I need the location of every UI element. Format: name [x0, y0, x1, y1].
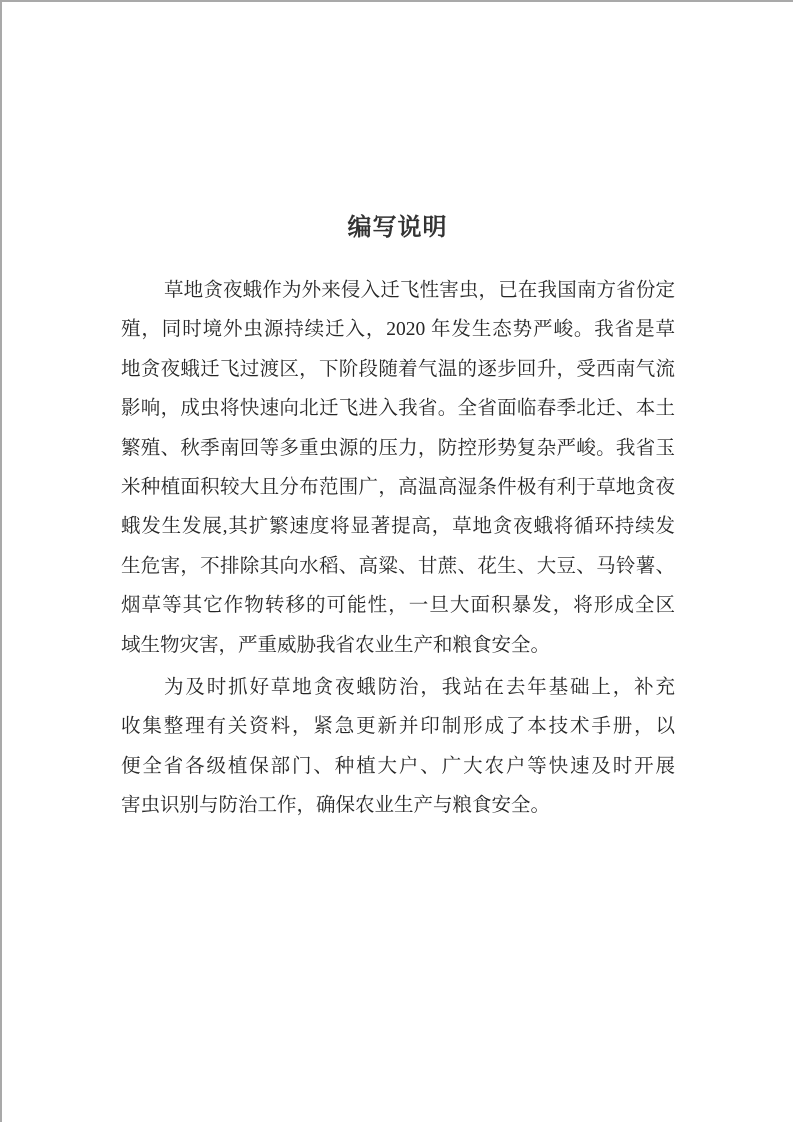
body-line: 影响，成虫将快速向北迁飞进入我省。全省面临春季北迁、本土 — [121, 398, 675, 420]
body-line: 害虫识别与防治工作，确保农业生产与粮食安全。 — [121, 795, 551, 817]
body-line: 烟草等其它作物转移的可能性，一旦大面积暴发，将形成全区 — [121, 595, 675, 617]
body-line: 为及时抓好草地贪夜蛾防治，我站在去年基础上，补充 — [164, 677, 675, 699]
body-line: 域生物灾害，严重威胁我省农业生产和粮食安全。 — [121, 634, 551, 656]
body-line: 收集整理有关资料，紧急更新并印制形成了本技术手册，以 — [121, 716, 675, 738]
body-line: 地贪夜蛾迁飞过渡区，下阶段随着气温的逐步回升，受西南气流 — [121, 358, 675, 380]
document-body — [121, 271, 675, 826]
body-line: 草地贪夜蛾作为外来侵入迁飞性害虫，已在我国南方省份定 — [164, 280, 675, 301]
body-line: 便全省各级植保部门、种植大户、广大农户等快速及时开展 — [121, 755, 675, 777]
body-line: 生危害，不排除其向水稻、高粱、甘蔗、花生、大豆、马铃薯、 — [121, 555, 675, 577]
body-line: 米种植面积较大且分布范围广，高温高湿条件极有利于草地贪夜 — [121, 477, 675, 499]
paragraph-1 — [121, 271, 675, 665]
page-title: 编写说明 — [347, 214, 448, 241]
paragraph-2 — [121, 668, 675, 826]
body-line: 蛾发生发展,其扩繁速度将显著提高，草地贪夜蛾将循环持续发 — [121, 516, 675, 538]
body-line: 繁殖、秋季南回等多重虫源的压力，防控形势复杂严峻。我省玉 — [121, 437, 675, 459]
body-line: 殖，同时境外虫源持续迁入，2020 年发生态势严峻。我省是草 — [121, 319, 675, 341]
